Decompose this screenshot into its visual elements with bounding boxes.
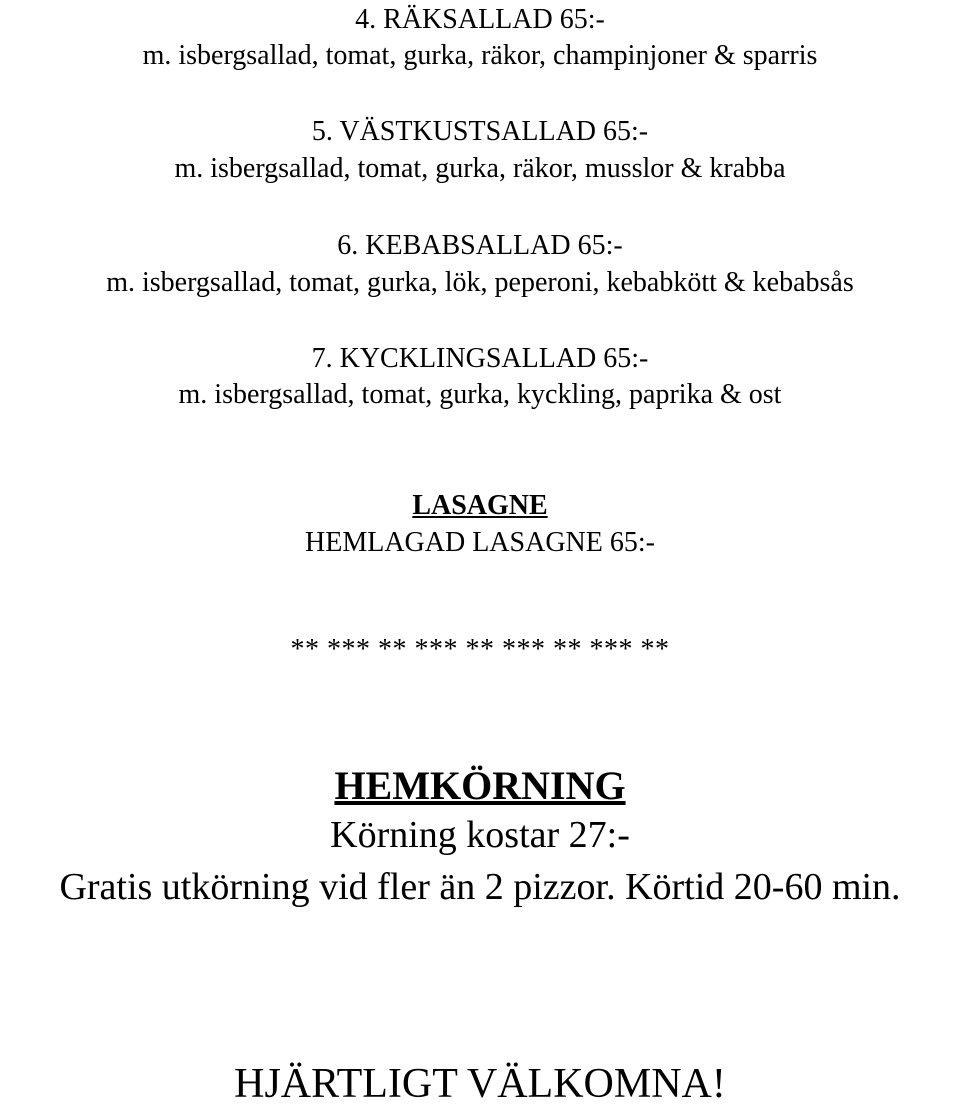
lasagne-item: HEMLAGAD LASAGNE 65:- xyxy=(305,527,655,558)
salad-7-description: m. isbergsallad, tomat, gurka, kyckling, paprika & ost xyxy=(178,379,782,410)
salad-6-description: m. isbergsallad, tomat, gurka, lök, peperoni, kebabkött & kebabsås xyxy=(106,267,854,298)
salad-5-description: m. isbergsallad, tomat, gurka, räkor, musslor & krabba xyxy=(174,153,786,184)
closing-welcome: HJÄRTLIGT VÄLKOMNA! xyxy=(234,1061,726,1107)
delivery-info: Gratis utkörning vid fler än 2 pizzor. Körtid 20-60 min. xyxy=(59,866,901,908)
salad-4-description: m. isbergsallad, tomat, gurka, räkor, champinjoner & sparris xyxy=(142,40,818,71)
lasagne-heading: LASAGNE xyxy=(412,490,548,521)
star-separator: ** *** ** *** ** *** ** *** ** xyxy=(290,634,670,665)
salad-5-title: 5. VÄSTKUSTSALLAD 65:- xyxy=(311,116,649,147)
salad-6-title: 6. KEBABSALLAD 65:- xyxy=(337,230,623,261)
salad-7-title: 7. KYCKLINGSALLAD 65:- xyxy=(311,343,649,374)
delivery-cost: Körning kostar 27:- xyxy=(330,814,630,856)
salad-4-title: 4. RÄKSALLAD 65:- xyxy=(355,4,605,35)
delivery-heading: HEMKÖRNING xyxy=(334,763,626,808)
